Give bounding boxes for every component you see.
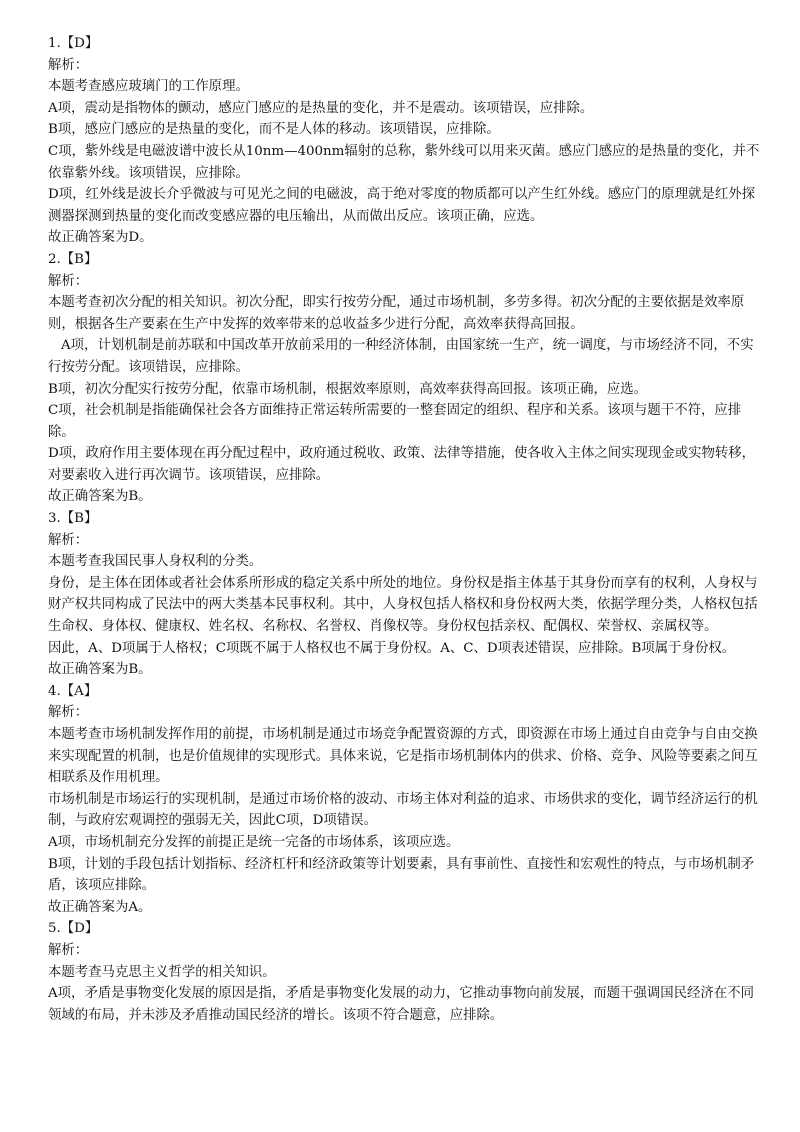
analysis-label: 解析： xyxy=(48,57,89,73)
question-2 xyxy=(48,249,763,508)
question-3 xyxy=(48,508,763,681)
question-4 xyxy=(48,681,763,919)
question-2-header: 2.【B】 xyxy=(48,251,98,267)
analysis-label: 解析： xyxy=(48,705,89,721)
question-1 xyxy=(48,33,763,249)
option-a-analysis: A项，矛盾是事物变化发展的原因是指，矛盾是事物变化发展的动力，它推动事物向前发展，而题干强调国民经济在不同领域的布局，并未涉及矛盾推动国民经济的增长。该项不符合题意，应排除。 xyxy=(48,986,754,1023)
option-a-analysis: A项，市场机制充分发挥的前提正是统一完备的市场体系，该项应选。 xyxy=(48,834,460,850)
analysis-conclusion: 因此，A、D项属于人格权；C项既不属于人格权也不属于身份权。A、C、D项表述错误，应排除。B项属于身份权。 xyxy=(48,640,736,656)
question-4-header: 4.【A】 xyxy=(48,683,98,699)
correct-answer: 故正确答案为D。 xyxy=(48,230,153,246)
analysis-topic: 本题考查马克思主义哲学的相关知识。 xyxy=(48,964,276,980)
correct-answer: 故正确答案为A。 xyxy=(48,899,152,915)
option-b-analysis: B项，初次分配实行按劳分配，依靠市场机制，根据效率原则，高效率获得高回报。该项正确，应选。 xyxy=(48,381,648,397)
answer-document xyxy=(48,33,763,1026)
option-a-analysis: A项，震动是指物体的颤动，感应门感应的是热量的变化，并不是震动。该项错误，应排除。 xyxy=(48,100,594,116)
correct-answer: 故正确答案为B。 xyxy=(48,662,152,678)
analysis-label: 解析： xyxy=(48,942,89,958)
correct-answer: 故正确答案为B。 xyxy=(48,489,152,505)
question-1-header: 1.【D】 xyxy=(48,36,99,51)
option-c-analysis: C项，紫外线是电磁波谱中波长从10nm—400nm辐射的总称，紫外线可以用来灭菌。感应门感应的是热量的变化，并不依靠紫外线。该项错误，应排除。 xyxy=(48,143,760,181)
analysis-body: 市场机制是市场运行的实现机制，是通过市场价格的波动、市场主体对利益的追求、市场供求的变化，调节经济运行的机制，与政府宏观调控的强弱无关，因此C项，D项错误。 xyxy=(48,791,758,829)
option-b-analysis: B项，感应门感应的是热量的变化，而不是人体的移动。该项错误，应排除。 xyxy=(48,122,500,138)
analysis-topic: 本题考查市场机制发挥作用的前提，市场机制是通过市场竞争配置资源的方式，即资源在市场上通过自由竞争与自由交换来实现配置的机制，也是价值规律的实现形式。具体来说，它是指市场机制体内的供求、价格、竞争、风险等要素之间互相联系及作用机理。 xyxy=(48,727,758,786)
analysis-label: 解析： xyxy=(48,532,89,548)
option-c-analysis: C项，社会机制是指能确保社会各方面维持正常运转所需要的一整套固定的组织、程序和关系。该项与题干不符，应排除。 xyxy=(48,403,742,440)
option-b-analysis: B项，计划的手段包括计划指标、经济杠杆和经济政策等计划要素，具有事前性、直接性和宏观性的特点，与市场机制矛盾，该项应排除。 xyxy=(48,856,755,894)
analysis-body: 身份，是主体在团体或者社会体系所形成的稳定关系中所处的地位。身份权是指主体基于其身份而享有的权利，人身权与财产权共同构成了民法中的两大类基本民事权利。其中，人身权包括人格权和身份权两大类，依据学理分类，人格权包括生命权、身体权、健康权、姓名权、名称权、名誉权、肖像权等。身份权包括亲权、配偶权、荣誉权、亲属权等。 xyxy=(48,575,758,635)
option-d-analysis: D项，政府作用主要体现在再分配过程中，政府通过税收、政策、法律等措施，使各收入主体之间实现现金或实物转移，对要素收入进行再次调节。该项错误，应排除。 xyxy=(48,446,756,483)
analysis-topic: 本题考查感应玻璃门的工作原理。 xyxy=(48,79,249,95)
option-d-analysis: D项，红外线是波长介乎微波与可见光之间的电磁波，高于绝对零度的物质都可以产生红外线。感应门的原理就是红外探测器探测到热量的变化而改变感应器的电压输出，从而做出反应。该项正确，应选。 xyxy=(48,187,756,224)
option-a-analysis: A项，计划机制是前苏联和中国改革开放前采用的一种经济体制，由国家统一生产，统一调度，与市场经济不同，不实行按劳分配。该项错误，应排除。 xyxy=(48,338,754,375)
analysis-topic: 本题考查我国民事人身权利的分类。 xyxy=(48,554,263,570)
analysis-label: 解析： xyxy=(48,273,89,289)
analysis-topic: 本题考查初次分配的相关知识。初次分配，即实行按劳分配，通过市场机制，多劳多得。初次分配的主要依据是效率原则，根据各生产要素在生产中发挥的效率带来的总收益多少进行分配，高效率获得高回报。 xyxy=(48,295,745,332)
question-5-header: 5.【D】 xyxy=(48,921,99,937)
question-3-header: 3.【B】 xyxy=(48,511,98,527)
question-5 xyxy=(48,918,763,1026)
